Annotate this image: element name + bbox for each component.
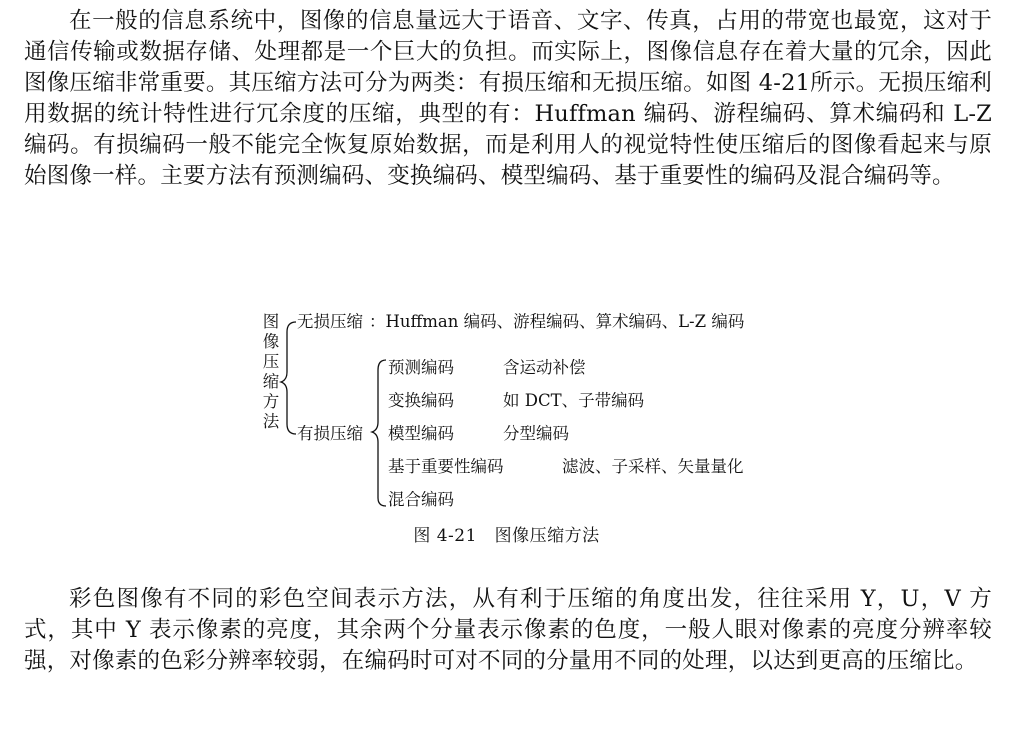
- root-char-3: 压: [262, 352, 280, 371]
- lossy-method-name: 变换编码: [388, 391, 454, 410]
- lossy-label: 有损压缩: [297, 424, 363, 443]
- figure-number: 图 4-21: [413, 526, 477, 546]
- root-char-4: 缩: [262, 372, 280, 391]
- inner-brace: [372, 360, 386, 506]
- lossy-method-detail: 分型编码: [503, 424, 569, 443]
- compression-methods-figure: [0, 300, 1013, 560]
- color-space-paragraph: 彩色图像有不同的彩色空间表示方法，从有利于压缩的角度出发，往往采用 Y，U，V 方式，其中 Y 表示像素的亮度，其余两个分量表示像素的色度，一般人眼对像素的亮度分辨率较强，对像素的色彩分辨率较弱，在编码时可对不同的分量用不同的处理，以达到更高的压缩比。: [24, 586, 992, 674]
- root-char-6: 法: [262, 412, 280, 431]
- lossy-method-name: 基于重要性编码: [388, 457, 504, 476]
- lossy-method-detail: 滤波、子采样、矢量量化: [562, 457, 744, 476]
- lossless-detail: ：Huffman 编码、游程编码、算术编码、L-Z 编码: [369, 312, 745, 331]
- lossy-method-detail: 如 DCT、子带编码: [503, 391, 645, 410]
- lossy-method-name: 模型编码: [388, 424, 454, 443]
- lossy-method-name: 混合编码: [388, 490, 454, 509]
- outer-brace: [281, 322, 296, 434]
- lossless-label: 无损压缩: [297, 312, 363, 331]
- intro-paragraph: 在一般的信息系统中，图像的信息量远大于语音、文字、传真，占用的带宽也最宽，这对于通信传输或数据存储、处理都是一个巨大的负担。而实际上，图像信息存在着大量的冗余，因此图像压缩非常重要。其压缩方法可分为两类：有损压缩和无损压缩。如图 4-21所示。无损压缩利用数据的统计特性进行冗余度的压缩，典型的有：Huffman 编码、游程编码、算术编码和 L-Z 编码。有损编码一般不能完全恢复原始数据，而是利用人的视觉特性使压缩后的图像看起来与原始图像一样。主要方法有预测编码、变换编码、模型编码、基于重要性的编码及混合编码等。: [24, 8, 992, 189]
- root-char-2: 像: [262, 332, 280, 351]
- root-char-1: 图: [262, 312, 280, 331]
- lossy-method-detail: 含运动补偿: [503, 358, 586, 377]
- figure-caption: [0, 526, 1013, 546]
- root-char-5: 方: [262, 392, 280, 411]
- lossy-method-name: 预测编码: [388, 358, 454, 377]
- figure-title: 图像压缩方法: [494, 526, 600, 546]
